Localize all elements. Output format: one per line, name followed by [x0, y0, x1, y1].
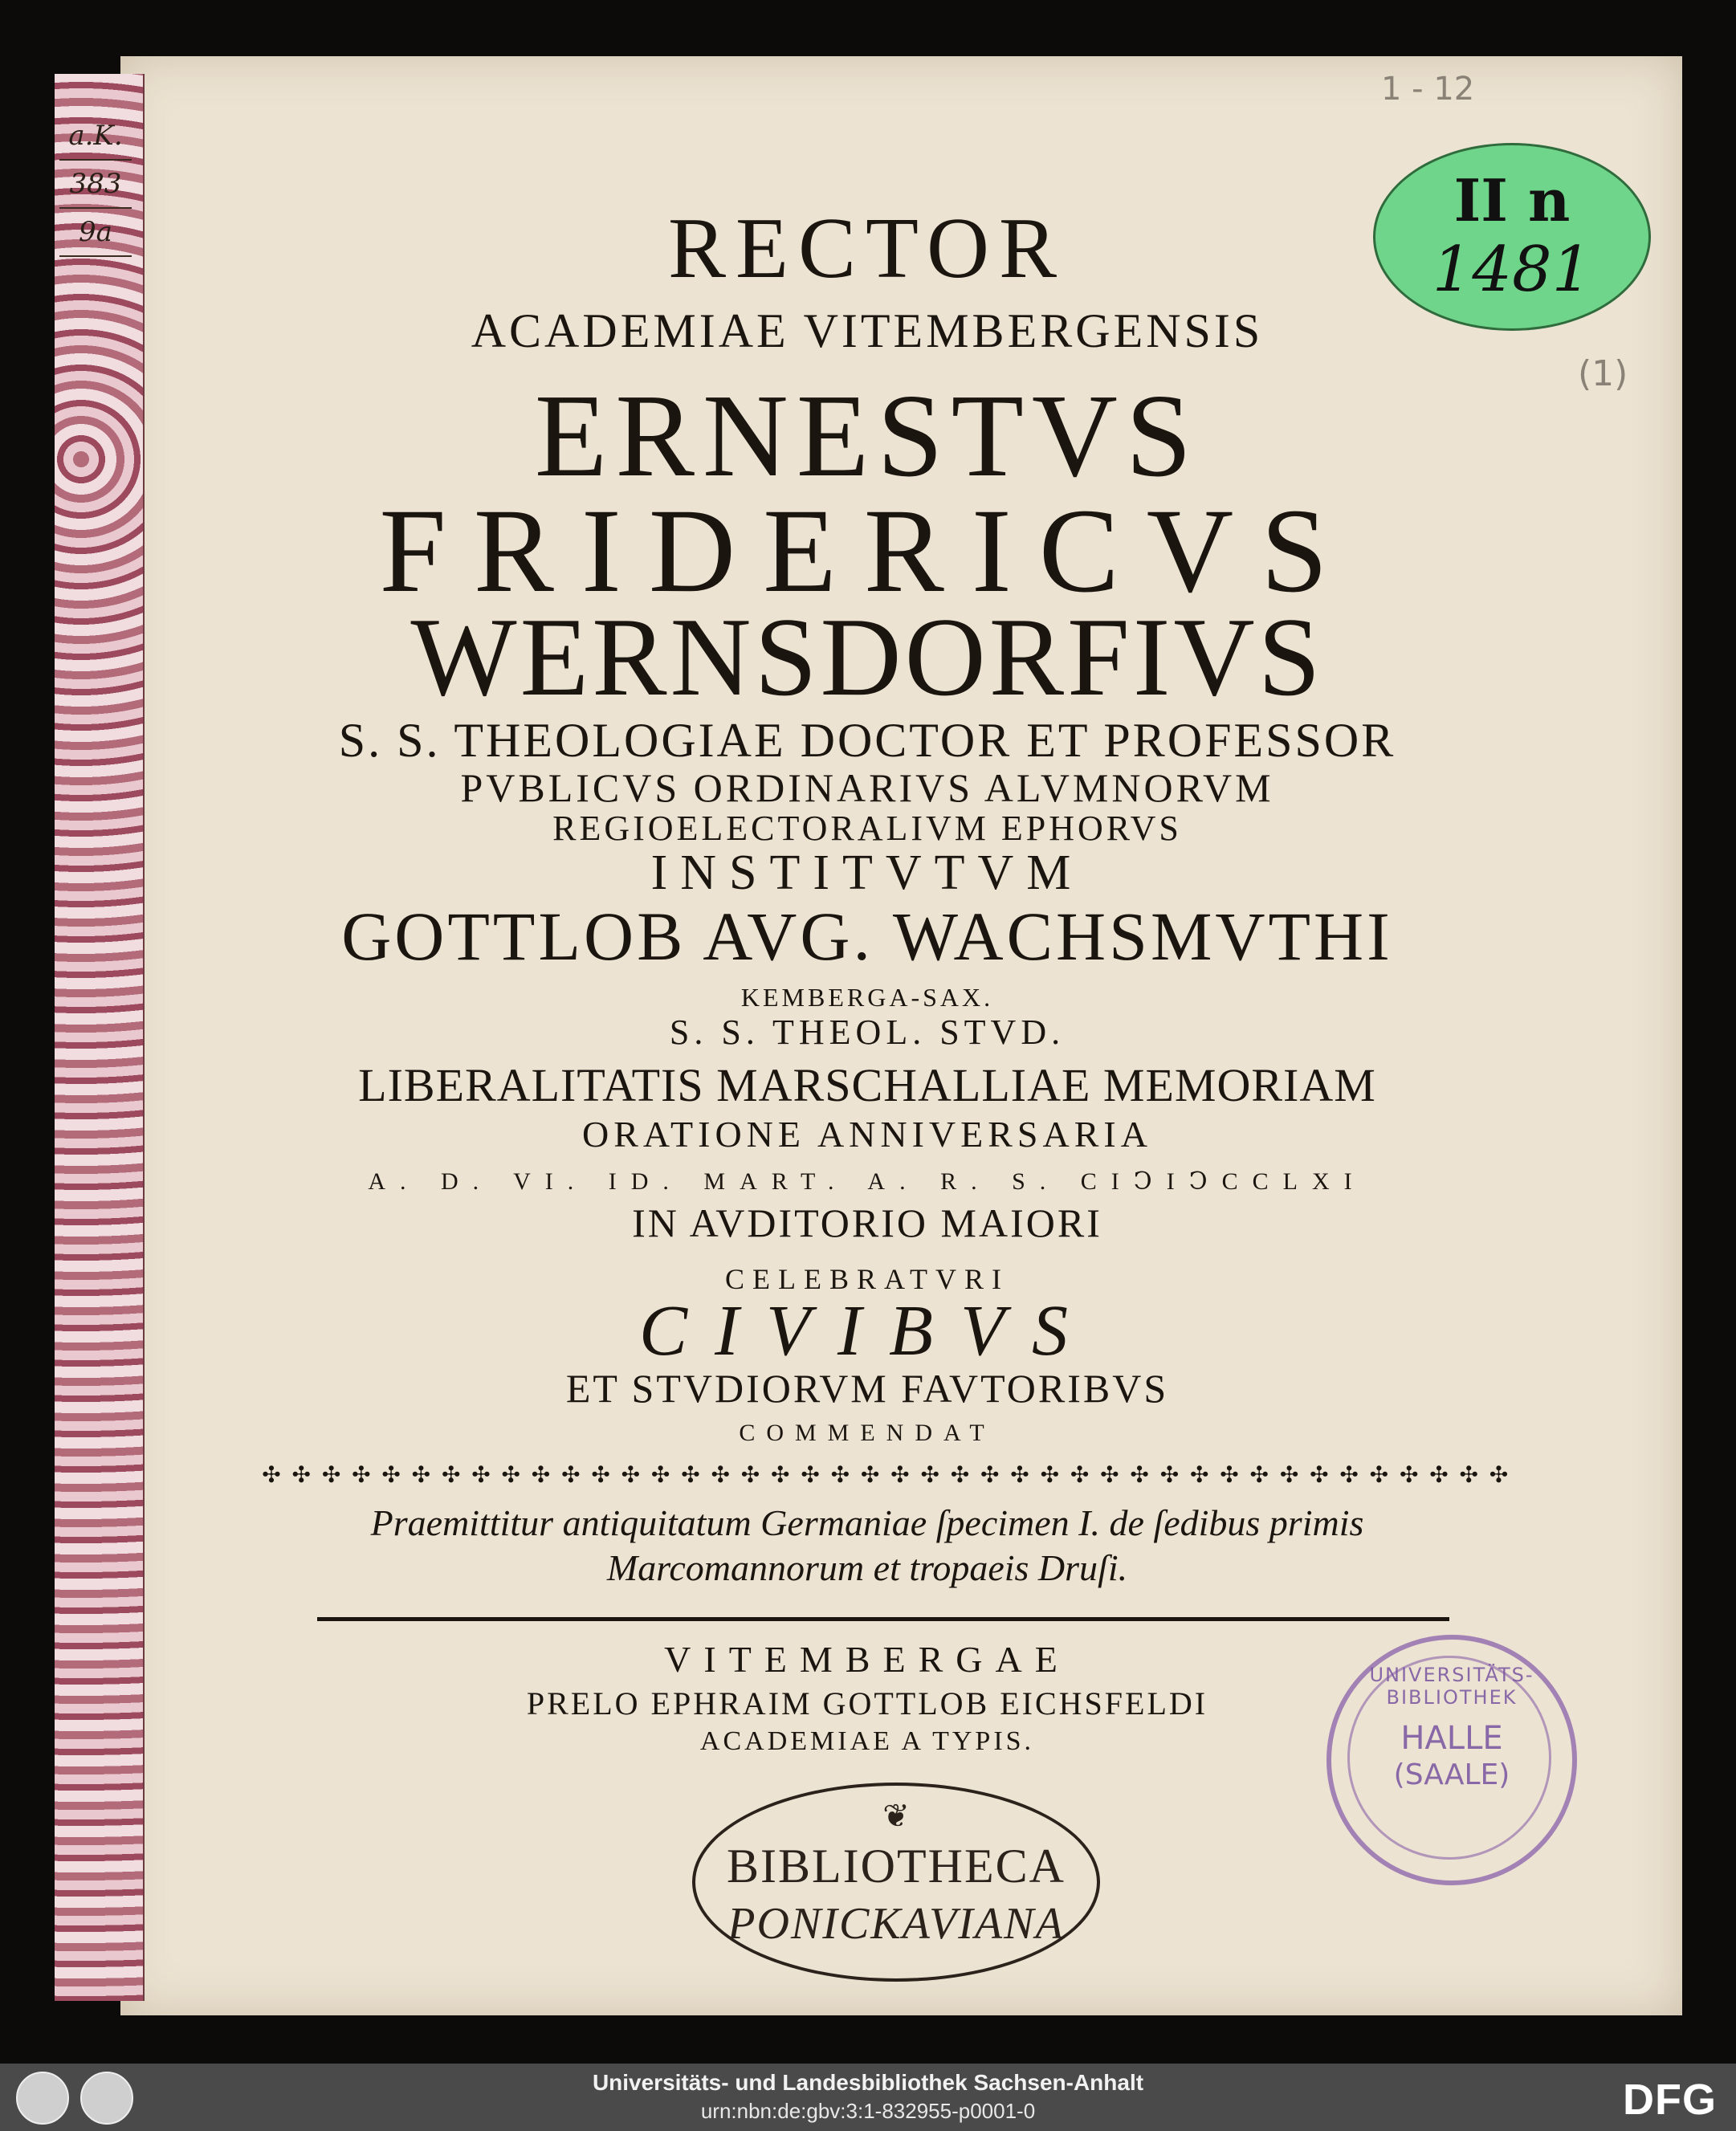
ornament-glyph-icon: ✣	[291, 1463, 312, 1488]
ornament-glyph-icon: ✣	[860, 1463, 880, 1488]
institutum: INSTITVTVM	[650, 845, 1084, 900]
footer-urn[interactable]: urn:nbn:de:gbv:3:1-832955-p0001-0	[700, 2099, 1036, 2123]
ornament-glyph-icon: ✣	[980, 1463, 1000, 1488]
ornament-glyph-icon: ✣	[950, 1463, 970, 1488]
dfg-logo: DFG	[1623, 2076, 1717, 2124]
pencil-note-side: (1)	[1578, 353, 1628, 394]
ornament-glyph-icon: ✣	[771, 1463, 790, 1488]
library-stamp-halle	[1326, 1635, 1577, 1885]
stamp-arc-text: UNIVERSITÄTS-BIBLIOTHEK	[1369, 1664, 1534, 1709]
shelf-mark-line-3: 9a	[59, 209, 132, 257]
ornament-glyph-icon: ✣	[1459, 1463, 1478, 1488]
honoree-origin: KEMBERGA-SAX.	[740, 983, 994, 1012]
ornament-glyph-icon: ✣	[1220, 1463, 1239, 1488]
ornament-glyph-icon: ✣	[501, 1463, 520, 1488]
ornament-glyph-icon: ✣	[1369, 1463, 1389, 1488]
commendat-line: COMMENDAT	[739, 1420, 996, 1446]
ornament-glyph-icon: ✣	[1399, 1463, 1419, 1488]
ornament-glyph-icon: ✣	[411, 1463, 431, 1488]
shelf-mark-line-2: 383	[59, 161, 132, 209]
heading-name-1: ERNESTVS	[534, 370, 1200, 502]
ornament-glyph-icon: ✣	[1040, 1463, 1060, 1488]
ornament-glyph-icon: ✣	[830, 1463, 850, 1488]
auditorio-line: IN AVDITORIO MAIORI	[632, 1200, 1102, 1245]
ornament-glyph-icon: ✣	[1100, 1463, 1119, 1488]
ornament-glyph-icon: ✣	[1010, 1463, 1029, 1488]
ornament-glyph-icon: ✣	[890, 1463, 910, 1488]
honoree-name: GOTTLOB AVG. WACHSMVTHI	[341, 898, 1393, 975]
shelf-mark-line-1: a.K.	[59, 112, 132, 161]
ornament-glyph-icon: ✣	[1489, 1463, 1509, 1488]
heading-rector: RECTOR	[667, 201, 1067, 296]
imprint-typis: ACADEMIAE A TYPIS.	[699, 1726, 1035, 1756]
oval-stamp-line-1: BIBLIOTHECA	[727, 1840, 1066, 1893]
studiorum-line: ET STVDIORVM FAVTORIBVS	[565, 1366, 1169, 1411]
stamp-line-2: (SAALE)	[1393, 1758, 1510, 1791]
bibliotheca-ponickaviana-stamp	[692, 1783, 1100, 1982]
ornament-glyph-icon: ✣	[1189, 1463, 1209, 1488]
ornament-glyph-icon: ✣	[1249, 1463, 1269, 1488]
ornament-glyph-icon: ✣	[441, 1463, 461, 1488]
ornament-glyph-icon: ✣	[591, 1463, 610, 1488]
oval-stamp-line-2: PONICKAVIANA	[727, 1899, 1065, 1949]
author-publicus: PVBLICVS ORDINARIVS ALVMNORVM	[460, 765, 1274, 810]
ornament-glyph-icon: ✣	[1070, 1463, 1090, 1488]
ornament-glyph-icon: ✣	[740, 1463, 760, 1488]
praemittitur-line-2: Marcomannorum et tropaeis Druſi.	[606, 1547, 1128, 1588]
ornament-glyph-icon: ✣	[1279, 1463, 1299, 1488]
ornament-glyph-icon: ✣	[650, 1463, 670, 1488]
call-number-line-1: II n	[1453, 166, 1571, 234]
ornament-glyph-icon: ✣	[1130, 1463, 1149, 1488]
stamp-line-1: HALLE	[1400, 1720, 1503, 1757]
ornament-glyph-icon: ✣	[681, 1463, 700, 1488]
ornament-glyph-icon: ✣	[1310, 1463, 1329, 1488]
imprint-printer: PRELO EPHRAIM GOTTLOB EICHSFELDI	[526, 1685, 1208, 1722]
ornament-glyph-icon: ✣	[1159, 1463, 1180, 1488]
footer-institution: Universitäts- und Landesbibliothek Sachsen-Anhalt	[592, 2070, 1144, 2095]
civibus-line: CIVIBVS	[639, 1291, 1095, 1371]
ornament-divider	[261, 1460, 1510, 1492]
shelf-mark	[59, 112, 132, 257]
ornament-glyph-icon: ✣	[531, 1463, 551, 1488]
flourish-icon: ❦	[882, 1798, 910, 1834]
ornament-glyph-icon: ✣	[262, 1463, 281, 1488]
author-degree: S. S. THEOLOGIAE DOCTOR ET PROFESSOR	[338, 714, 1396, 767]
ornament-glyph-icon: ✣	[1429, 1463, 1449, 1488]
footer-bar	[0, 2064, 1736, 2131]
ornament-glyph-icon: ✣	[621, 1463, 641, 1488]
call-number-line-2: 1481	[1432, 234, 1592, 306]
ornament-glyph-icon: ✣	[801, 1463, 820, 1488]
heading-name-3: WERNSDORFIVS	[410, 595, 1324, 719]
ornament-glyph-icon: ✣	[471, 1463, 491, 1488]
ornament-glyph-icon: ✣	[1339, 1463, 1359, 1488]
ornament-glyph-icon: ✣	[920, 1463, 939, 1488]
pencil-note-top: 1 - 12	[1381, 71, 1475, 108]
honoree-study: S. S. THEOL. STVD.	[669, 1013, 1066, 1052]
author-regio: REGIOELECTORALIVM EPHORVS	[552, 809, 1182, 848]
horizontal-rule	[317, 1617, 1449, 1621]
date-line: A. D. VI. ID. MART. A. R. S. CIↃIↃCCLXI	[368, 1168, 1367, 1195]
ornament-glyph-icon: ✣	[321, 1463, 341, 1488]
ornament-glyph-icon: ✣	[561, 1463, 581, 1488]
imprint-city: VITEMBERGAE	[664, 1639, 1070, 1680]
oratione-line: ORATIONE ANNIVERSARIA	[582, 1114, 1152, 1155]
ornament-glyph-icon: ✣	[352, 1463, 371, 1488]
liberalitatis-line: LIBERALITATIS MARSCHALLIAE MEMORIAM	[358, 1059, 1376, 1111]
marbled-binding-edge	[55, 74, 145, 2001]
ornament-glyph-icon: ✣	[711, 1463, 730, 1488]
heading-academiae: ACADEMIAE VITEMBERGENSIS	[471, 304, 1264, 357]
ornament-glyph-icon: ✣	[381, 1463, 401, 1488]
heading-name-2: FRIDERICVS	[379, 484, 1355, 617]
praemittitur-line-1: Praemittitur antiquitatum Germaniae ſpecimen I. de ſedibus primis	[370, 1502, 1364, 1543]
celebraturi-line: CELEBRATVRI	[724, 1263, 1009, 1295]
